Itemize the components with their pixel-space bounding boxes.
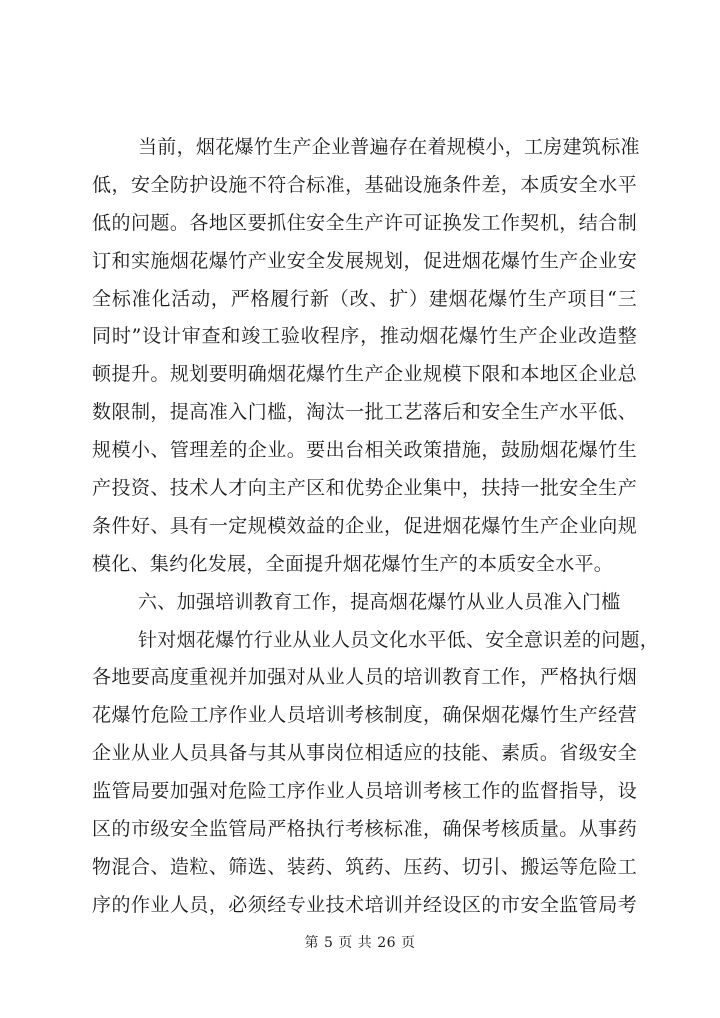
text-line: 序的作业人员，必须经专业技术培训并经设区的市安全监管局考 bbox=[92, 893, 637, 916]
text-line: 数限制，提高准入门槛，淘汰一批工艺落后和安全生产水平低、 bbox=[92, 401, 637, 424]
text-line: 条件好、具有一定规模效益的企业，促进烟花爆竹生产企业向规 bbox=[92, 514, 637, 537]
text-line: 当前，烟花爆竹生产企业普遍存在着规模小，工房建筑标准 bbox=[138, 136, 640, 158]
text-line: 花爆竹危险工序作业人员培训考核制度，确保烟花爆竹生产经营 bbox=[92, 704, 637, 727]
text-line: 低的问题。各地区要抓住安全生产许可证换发工作契机，结合制 bbox=[92, 211, 637, 234]
page-footer: 第 5 页 共 26 页 bbox=[304, 935, 416, 951]
text-line: 监管局要加强对危险工序作业人员培训考核工作的监督指导，设 bbox=[92, 780, 637, 803]
text-line: 各地要高度重视并加强对从业人员的培训教育工作，严格执行烟 bbox=[92, 666, 637, 689]
document-body bbox=[92, 129, 660, 925]
text-line: 产投资、技术人才向主产区和优势企业集中，扶持一批安全生产 bbox=[92, 477, 637, 500]
text-line: 物混合、造粒、筛选、装药、筑药、压药、切引、搬运等危险工 bbox=[92, 855, 637, 878]
text-line: 同时”设计审查和竣工验收程序，推动烟花爆竹生产企业改造整 bbox=[92, 325, 637, 348]
text-line: 针对烟花爆竹行业从业人员文化水平低、安全意识差的问题， bbox=[138, 628, 660, 651]
text-line: 企业从业人员具备与其从事岗位相适应的技能、素质。省级安全 bbox=[92, 742, 637, 765]
text-line: 订和实施烟花爆竹产业安全发展规划，促进烟花爆竹生产企业安 bbox=[92, 249, 637, 272]
text-line: 顿提升。规划要明确烟花爆竹生产企业规模下限和本地区企业总 bbox=[92, 363, 637, 386]
text-line: 全标准化活动，严格履行新（改、扩）建烟花爆竹生产项目“三 bbox=[92, 287, 637, 310]
text-line: 低，安全防护设施不符合标准，基础设施条件差，本质安全水平 bbox=[92, 173, 637, 196]
text-line: 模化、集约化发展，全面提升烟花爆竹生产的本质安全水平。 bbox=[92, 552, 614, 575]
text-line: 区的市级安全监管局严格执行考核标准，确保考核质量。从事药 bbox=[92, 818, 637, 841]
text-line: 六、加强培训教育工作，提高烟花爆竹从业人员准入门槛 bbox=[138, 590, 621, 613]
text-line: 规模小、管理差的企业。要出台相关政策措施，鼓励烟花爆竹生 bbox=[92, 439, 637, 462]
